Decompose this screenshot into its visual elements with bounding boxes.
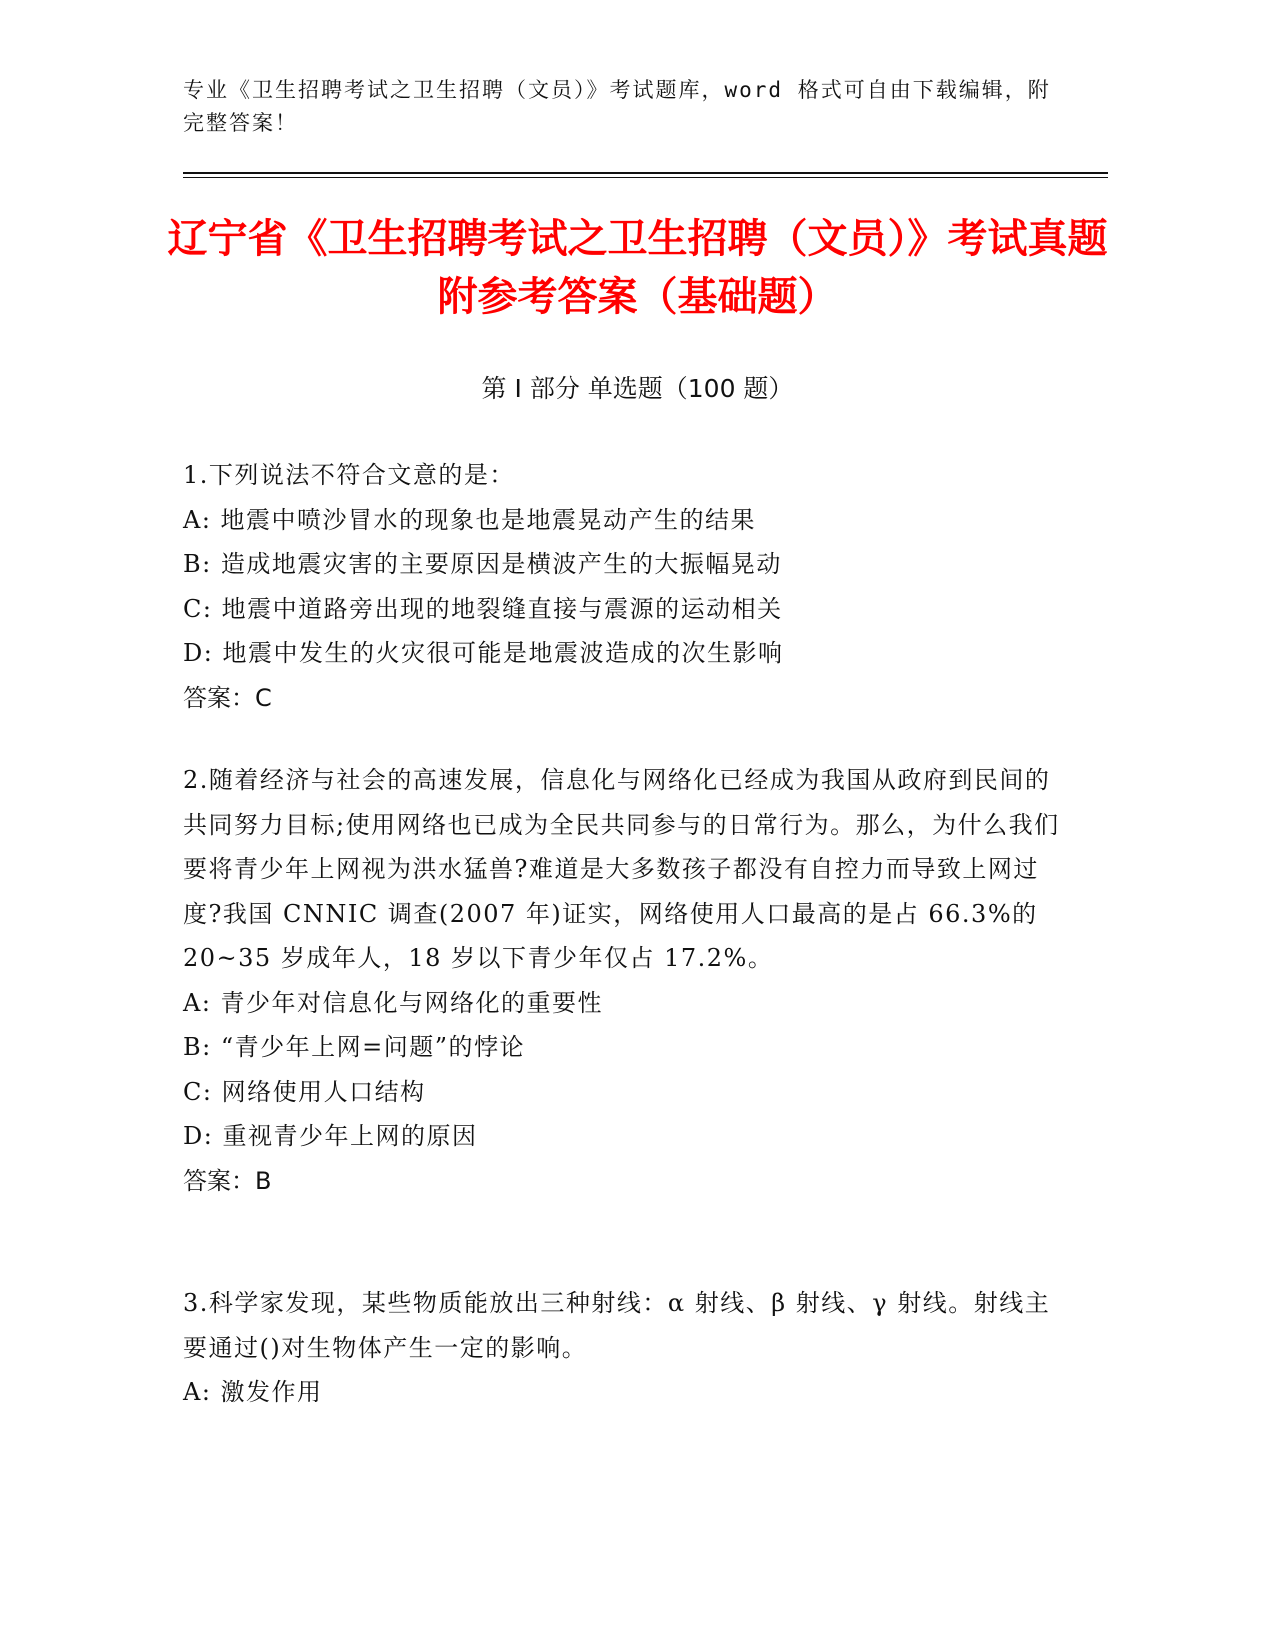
option-a: A: 激发作用 [183,1378,323,1406]
option-b: B: “青少年上网=问题”的悖论 [183,1033,525,1061]
option-c: C: 地震中道路旁出现的地裂缝直接与震源的运动相关 [183,594,783,623]
option-a: A: 青少年对信息化与网络化的重要性 [183,988,604,1017]
header-note: 专业《卫生招聘考试之卫生招聘（文员）》考试题库，word 格式可自由下载编辑，附完整答案！ [183,78,1051,135]
option-d: D: 地震中发生的火灾很可能是地震波造成的次生影响 [183,639,784,667]
question-stem: 2.随着经济与社会的高速发展，信息化与网络化已经成为我国从政府到民间的共同努力目标;使用网络也已成为全民共同参与的日常行为。那么，为什么我们要将青少年上网视为洪水猛兽?难道是大多数孩子都没有自控力而导致上网过度?我国 CNNIC 调查(2007 年)证实，网络使用人口最高的是占 66.3%的 20~35 岁成年人，18 岁以下青少年仅占 17.2%。 [183,766,1060,972]
document-title: 辽宁省《卫生招聘考试之卫生招聘（文员）》考试真题附参考答案（基础题） [167,216,1108,320]
header-divider [183,172,1108,174]
option-c: C: 网络使用人口结构 [183,1077,426,1106]
question-1 [183,453,1063,720]
answer: 答案：C [183,683,272,712]
question-2 [183,758,1063,1203]
question-stem: 1.下列说法不符合文意的是： [183,461,515,489]
header-divider-thin [183,177,1108,178]
option-a: A: 地震中喷沙冒水的现象也是地震晃动产生的结果 [183,505,757,534]
option-d: D: 重视青少年上网的原因 [183,1122,478,1150]
answer: 答案：B [183,1166,272,1195]
option-b: B: 造成地震灾害的主要原因是横波产生的大振幅晃动 [183,550,782,578]
question-stem: 3.科学家发现，某些物质能放出三种射线：α 射线、β 射线、γ 射线。射线主要通过()对生物体产生一定的影响。 [183,1289,1051,1362]
question-3 [183,1281,1063,1415]
section-heading: 第 I 部分 单选题（100 题） [481,374,794,403]
